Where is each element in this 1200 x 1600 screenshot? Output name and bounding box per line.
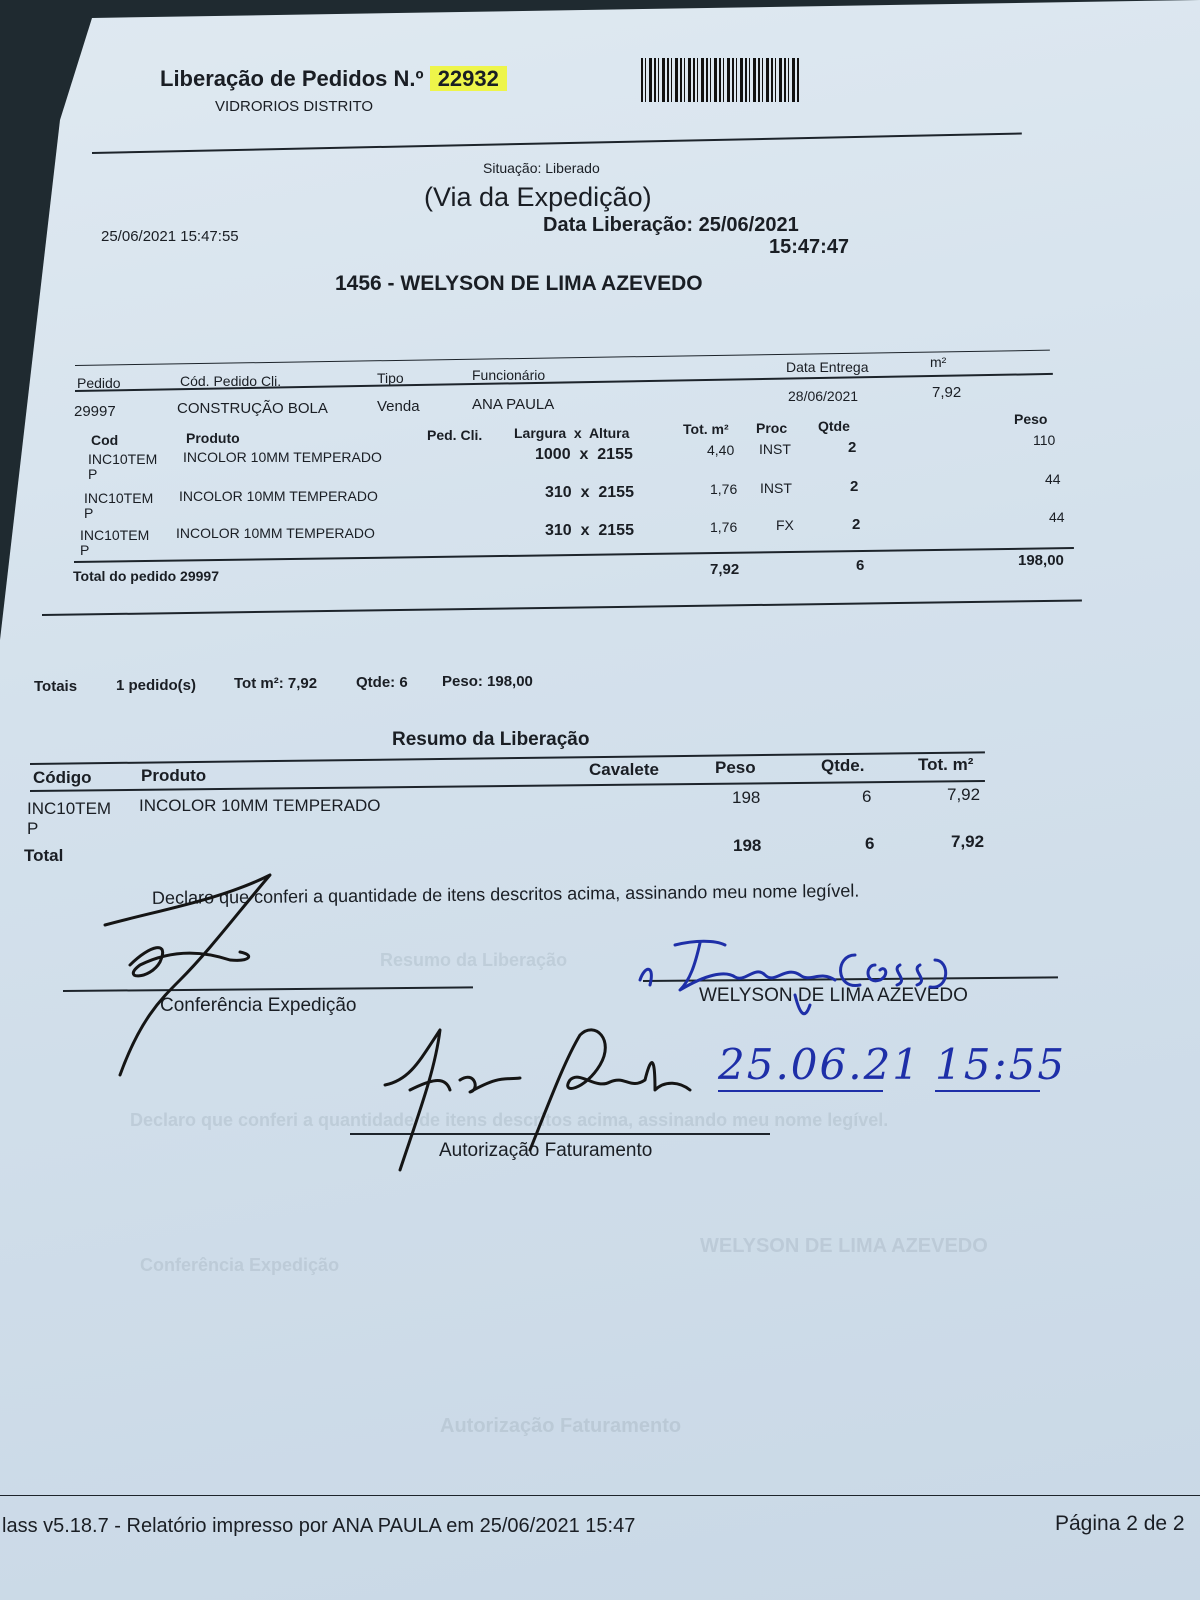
item-produto: INCOLOR 10MM TEMPERADO [183,449,382,465]
company-name: VIDRORIOS DISTRITO [215,98,374,115]
item-peso: 110 [1033,432,1056,448]
items-col-tot-m2: Tot. m² [683,421,729,437]
handwritten-date: 25.06.21 [718,1040,922,1089]
conferencia-signature [100,870,300,1080]
report-title: Liberação de Pedidos N.º 22932 [160,66,507,92]
col-tipo: Tipo [377,370,404,386]
show-through-text: Resumo da Liberação [380,950,568,970]
release-date: Data Liberação: 25/06/2021 [543,214,799,236]
item-produto: INCOLOR 10MM TEMPERADO [179,488,378,504]
col-funcionario: Funcionário [472,367,546,383]
items-col-peso: Peso [1014,411,1048,427]
summary-peso: 198 [732,788,761,807]
conferencia-label: Conferência Expedição [160,995,357,1016]
summary-codigo-suffix: P [27,819,39,838]
show-through-text: Conferência Expedição [140,1255,340,1275]
summary-produto: INCOLOR 10MM TEMPERADO [139,796,381,815]
summary-col-qtde: Qtde. [821,756,865,775]
time-underline [935,1090,1040,1092]
col-pedido: Pedido [77,375,121,391]
item-cod: INC10TEM [80,527,150,543]
item-tot-m2: 4,40 [707,442,735,458]
autorizacao-label: Autorização Faturamento [439,1140,653,1161]
item-cod: INC10TEM [84,490,154,506]
item-peso: 44 [1049,509,1065,525]
items-col-cod: Cod [91,432,119,448]
order-pedido: 29997 [74,403,116,420]
copy-type: (Via da Expedição) [424,182,652,212]
summary-total-peso: 198 [733,836,762,855]
show-through-text: Declaro que conferi a quantidade de itens descritos acima, assinando meu nome legível. [130,1110,889,1130]
item-qtde: 2 [850,478,859,495]
order-data-entrega: 28/06/2021 [788,388,859,404]
order-m2: 7,92 [932,384,962,401]
autorizacao-signature [380,1020,700,1180]
show-through-text: WELYSON DE LIMA AZEVEDO [700,1235,988,1257]
order-total-label: Total do pedido 29997 [73,568,219,584]
declaration-text: Declaro que conferi a quantidade de itens descritos acima, assinando meu nome legível. [151,880,860,908]
col-m2: m² [930,354,947,370]
items-col-dims: Largura x Altura [514,425,630,441]
handwritten-time: 15:55 [935,1040,1067,1089]
item-peso: 44 [1045,471,1061,487]
item-cod: INC10TEM [88,451,158,467]
item-proc: FX [776,517,794,533]
item-cod-suffix: P [88,466,98,482]
footer-print-info: lass v5.18.7 - Relatório impresso por ANA PAULA em 25/06/2021 15:47 [2,1515,636,1537]
date-underline [718,1090,883,1092]
item-cod-suffix: P [84,505,94,521]
items-col-qtde: Qtde [818,418,850,434]
items-col-ped-cli: Ped. Cli. [427,427,483,443]
footer-page-number: Página 2 de 2 [1055,1512,1185,1535]
client-signature [635,935,955,1020]
item-proc: INST [759,441,791,457]
totals-pedidos: 1 pedido(s) [116,677,197,694]
status-label: Situação: Liberado [483,160,600,176]
order-total-qtde: 6 [856,557,865,574]
item-dims: 1000 x 2155 [535,446,633,463]
item-proc: INST [760,480,792,496]
summary-total-tot-m2: 7,92 [951,832,985,851]
show-through-text: Autorização Faturamento [440,1415,682,1437]
items-col-produto: Produto [186,430,240,446]
summary-qtde: 6 [862,787,872,806]
item-dims: 310 x 2155 [545,484,634,501]
summary-total-label: Total [24,846,64,865]
release-time: 15:47:47 [769,236,850,258]
summary-col-produto: Produto [141,766,207,785]
order-number: 22932 [430,66,507,91]
summary-col-tot-m2: Tot. m² [918,755,974,774]
totals-qtde: Qtde: 6 [356,674,408,691]
item-dims: 310 x 2155 [545,522,634,539]
client-name: 1456 - WELYSON DE LIMA AZEVEDO [335,272,703,295]
item-qtde: 2 [848,439,857,456]
item-cod-suffix: P [80,542,90,558]
barcode [641,58,801,102]
order-funcionario: ANA PAULA [472,396,555,413]
item-qtde: 2 [852,516,861,533]
order-cod-cli: CONSTRUÇÃO BOLA [177,400,328,417]
summary-codigo: INC10TEM [27,799,112,818]
totals-m2: Tot m²: 7,92 [234,675,318,692]
items-col-proc: Proc [756,420,788,436]
order-tipo: Venda [377,398,420,415]
footer-divider [0,1495,1200,1496]
client-signature-name: WELYSON DE LIMA AZEVEDO [699,985,968,1006]
summary-col-peso: Peso [715,758,756,777]
summary-title: Resumo da Liberação [392,729,590,750]
item-tot-m2: 1,76 [710,481,738,497]
totals-label: Totais [34,678,78,695]
col-cod-pedido-cli: Cód. Pedido Cli. [180,373,282,389]
order-total-peso: 198,00 [1018,552,1064,569]
summary-total-qtde: 6 [865,834,875,853]
summary-tot-m2: 7,92 [947,785,981,804]
totals-peso: Peso: 198,00 [442,673,533,690]
item-tot-m2: 1,76 [710,519,738,535]
item-produto: INCOLOR 10MM TEMPERADO [176,525,375,541]
summary-col-codigo: Código [33,768,92,787]
order-total-m2: 7,92 [710,561,740,578]
summary-col-cavalete: Cavalete [589,760,659,779]
col-data-entrega: Data Entrega [786,359,869,375]
printed-timestamp: 25/06/2021 15:47:55 [101,228,239,245]
